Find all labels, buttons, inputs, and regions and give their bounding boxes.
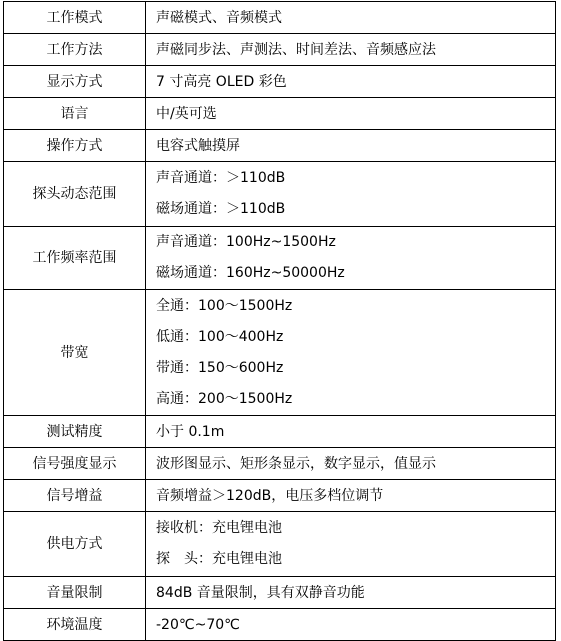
row-value	[146, 34, 556, 66]
table-row	[4, 162, 556, 227]
row-label: 操作方式	[4, 130, 146, 162]
row-label: 工作方法	[4, 34, 146, 66]
row-label: 工作频率范围	[4, 227, 146, 290]
table-row	[4, 577, 556, 609]
table-row	[4, 448, 556, 480]
value-line: 高通：200～1500Hz	[156, 390, 293, 407]
value-line: 磁场通道：160Hz~50000Hz	[156, 265, 345, 281]
row-value	[146, 98, 556, 130]
row-value	[146, 66, 556, 98]
table-row	[4, 416, 556, 448]
value-line: 声音通道：100Hz~1500Hz	[156, 234, 336, 250]
value-line: 声磁同步法、声测法、时间差法、音频感应法	[156, 41, 436, 58]
row-value	[146, 480, 556, 512]
row-label: 带宽	[4, 290, 146, 416]
spec-table	[3, 1, 556, 641]
row-value	[146, 227, 556, 290]
row-value	[146, 2, 556, 34]
row-label: 供电方式	[4, 512, 146, 577]
value-line: 声磁模式、音频模式	[156, 9, 282, 26]
row-value	[146, 577, 556, 609]
row-value	[146, 130, 556, 162]
value-line: 音频增益＞120dB，电压多档位调节	[156, 487, 384, 504]
row-value	[146, 512, 556, 577]
value-line: 声音通道：＞110dB	[156, 170, 286, 186]
value-line: 7 寸高亮 OLED 彩色	[156, 73, 287, 90]
value-line: 波形图显示、矩形条显示，数字显示，值显示	[156, 455, 436, 472]
table-row	[4, 227, 556, 290]
table-row	[4, 480, 556, 512]
row-label: 环境温度	[4, 609, 146, 641]
row-label: 信号强度显示	[4, 448, 146, 480]
row-label: 显示方式	[4, 66, 146, 98]
value-line: 中/英可选	[156, 105, 217, 122]
value-line: 磁场通道：＞110dB	[156, 201, 286, 217]
value-line: 带通：150～600Hz	[156, 359, 284, 376]
row-value	[146, 416, 556, 448]
table-row	[4, 512, 556, 577]
value-line: 接收机：充电锂电池	[156, 520, 282, 536]
value-line: 电容式触摸屏	[156, 137, 240, 154]
value-line: 低通：100～400Hz	[156, 328, 284, 345]
table-row	[4, 609, 556, 641]
row-label: 语言	[4, 98, 146, 130]
table-row	[4, 66, 556, 98]
row-label: 测试精度	[4, 416, 146, 448]
table-row	[4, 130, 556, 162]
value-line: -20℃~70℃	[156, 616, 240, 633]
row-label: 信号增益	[4, 480, 146, 512]
row-label: 探头动态范围	[4, 162, 146, 227]
value-line: 小于 0.1m	[156, 423, 225, 440]
row-value	[146, 290, 556, 416]
value-line: 84dB 音量限制，具有双静音功能	[156, 584, 365, 601]
row-value	[146, 162, 556, 227]
row-label: 工作模式	[4, 2, 146, 34]
row-value	[146, 448, 556, 480]
value-line: 全通：100～1500Hz	[156, 297, 293, 314]
table-row	[4, 34, 556, 66]
row-value	[146, 609, 556, 641]
table-row	[4, 2, 556, 34]
row-label: 音量限制	[4, 577, 146, 609]
table-row	[4, 98, 556, 130]
value-line: 探 头：充电锂电池	[156, 551, 282, 567]
table-row	[4, 290, 556, 416]
